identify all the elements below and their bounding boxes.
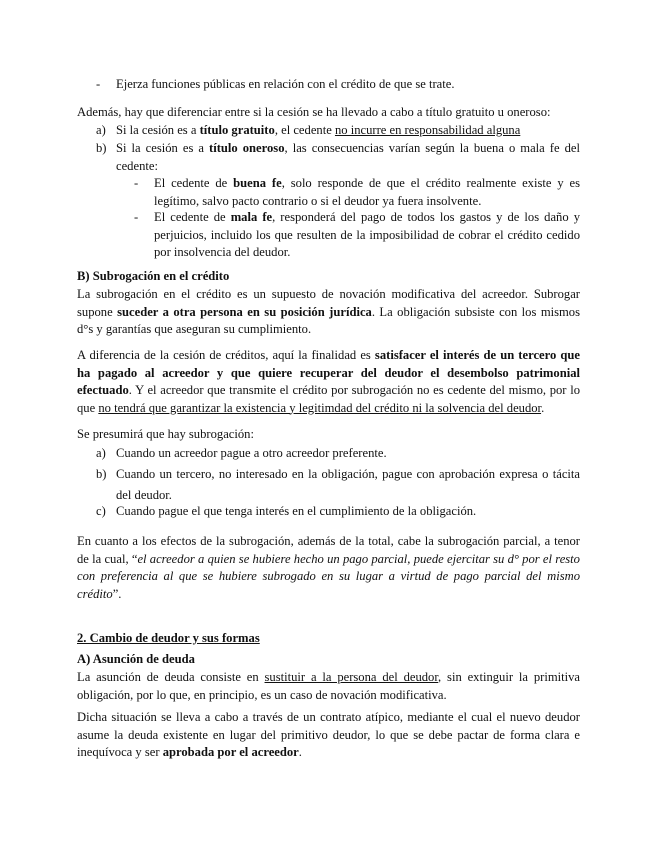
text-run: En cuanto a los efectos de la subrogación, además de la total, cabe la subrogación parcial, a tenor de la cual, “ xyxy=(77,534,580,566)
underlined-phrase: no incurre en responsabilidad alguna xyxy=(334,123,521,137)
text-run: , el cedente xyxy=(274,123,335,137)
bold-term: suceder a otra persona en su posición jurídica xyxy=(117,304,372,319)
list-text: Cuando pague el que tenga interés en el cumplimiento de la obligación. xyxy=(116,504,477,518)
paragraph-efectos-subrogacion xyxy=(77,533,580,603)
bullet-item xyxy=(96,76,580,94)
section-heading-subrogacion xyxy=(77,268,580,286)
text-run: , solo responde de que el crédito realmente existe y es legítimo, salvo pacto contrario o si el deudor ya fuera insolvente. xyxy=(154,176,580,208)
list-marker: a) xyxy=(96,123,106,137)
heading-text: 2. Cambio de deudor y sus formas xyxy=(77,631,260,645)
subsection-heading-asuncion xyxy=(77,651,580,669)
bold-term: mala fe xyxy=(230,210,273,224)
text-run: . Y el acreedor que transmite el crédito por subrogación no es cedente del mismo, por lo que xyxy=(77,383,580,415)
bold-term: satisfacer el interés de un tercero que ha pagado al acreedor y que quiere recuperar del deudor el desembolso patrimonial efectuado xyxy=(77,348,580,397)
list-item-a xyxy=(96,122,580,140)
list-text xyxy=(116,122,580,140)
bullet-marker: - xyxy=(134,176,139,190)
bullet-marker: - xyxy=(96,77,101,91)
bold-term: título oneroso xyxy=(209,141,285,155)
text-run: Dicha situación se lleva a cabo a través de un contrato atípico, mediante el cual el nuevo deudor asume la deuda existente en lugar del primitivo deudor, lo que se debe pactar de forma clara e inequívoca y ser xyxy=(77,710,580,759)
list-marker: c) xyxy=(96,504,106,518)
text-run: El cedente de xyxy=(154,176,234,190)
paragraph-asuncion-2 xyxy=(77,709,580,762)
bullet-text xyxy=(154,175,580,210)
list-text: Cuando un tercero, no interesado en la obligación, pague con aprobación expresa o tácita del deudor. xyxy=(116,467,580,502)
text-run: , las consecuencias varían según la buena o mala fe del cedente: xyxy=(116,141,580,173)
bullet-text xyxy=(154,209,580,262)
text-run: . La obligación subsiste con los mismos d°s y garantías que aseguran su cumplimiento. xyxy=(77,304,581,336)
bold-term: título gratuito xyxy=(199,123,275,137)
list-item-subrogacion-c xyxy=(96,503,580,521)
bullet-text: Ejerza funciones públicas en relación con el crédito de que se trate. xyxy=(116,77,455,91)
list-text xyxy=(116,140,580,175)
paragraph-cesion-intro: Además, hay que diferenciar entre si la cesión se ha llevado a cabo a título gratuito u oneroso: xyxy=(77,105,551,119)
list-item-subrogacion-a xyxy=(96,445,580,463)
sub-bullet-buena-fe xyxy=(134,175,580,210)
paragraph-asuncion-1 xyxy=(77,669,580,704)
quoted-article-text: el acreedor a quien se hubiere hecho un pago parcial, puede ejercitar su d° por el resto con preferencia al que se hubiere subrogado en su lugar a virtud de pago parcial del mismo crédito xyxy=(77,551,580,601)
underlined-phrase: no tendrá que garantizar la existencia y legitimdad del crédito ni la solvencia del deudor xyxy=(98,400,542,415)
underlined-phrase: sustituir a la persona del deudor xyxy=(264,670,439,684)
list-item-b xyxy=(96,140,580,175)
paragraph-subrogacion-2 xyxy=(77,347,580,417)
text-run: , sin extinguir la primitiva obligación, por lo que, en principio, es un caso de novación modificativa. xyxy=(77,670,580,702)
text-run: Si la cesión es a xyxy=(116,123,200,137)
paragraph-presuncion-intro: Se presumirá que hay subrogación: xyxy=(77,427,254,441)
text-run: La asunción de deuda consiste en xyxy=(77,670,265,684)
sub-bullet-mala-fe xyxy=(134,209,580,262)
text-run: ”. xyxy=(112,586,122,601)
text-run: . xyxy=(298,745,302,759)
section-heading-cambio-deudor xyxy=(77,630,580,648)
bullet-marker: - xyxy=(134,210,139,224)
list-item-subrogacion-b xyxy=(96,464,580,506)
text-run: La subrogación en el crédito es un supuesto de novación modificativa del acreedor. Subrogar supone xyxy=(77,287,580,319)
list-marker: a) xyxy=(96,446,106,460)
heading-text: B) Subrogación en el crédito xyxy=(77,269,230,283)
list-text: Cuando un acreedor pague a otro acreedor preferente. xyxy=(116,446,387,460)
text-run: Si la cesión es a xyxy=(116,141,210,155)
text-run: El cedente de xyxy=(154,210,231,224)
heading-text: A) Asunción de deuda xyxy=(77,652,195,666)
list-marker: b) xyxy=(96,467,107,481)
bold-term: buena fe xyxy=(233,176,282,190)
paragraph-subrogacion-1 xyxy=(77,286,580,339)
text-run: . xyxy=(541,400,545,415)
text-run: A diferencia de la cesión de créditos, aquí la finalidad es xyxy=(77,348,375,362)
list-marker: b) xyxy=(96,141,107,155)
bold-term: aprobada por el acreedor xyxy=(162,745,299,759)
text-run: , responderá del pago de todos los gastos y de los daño y perjuicios, incluido los que resulten de la imposibilidad de cobrar el crédito cedido por insolvencia del deudor. xyxy=(154,210,580,259)
